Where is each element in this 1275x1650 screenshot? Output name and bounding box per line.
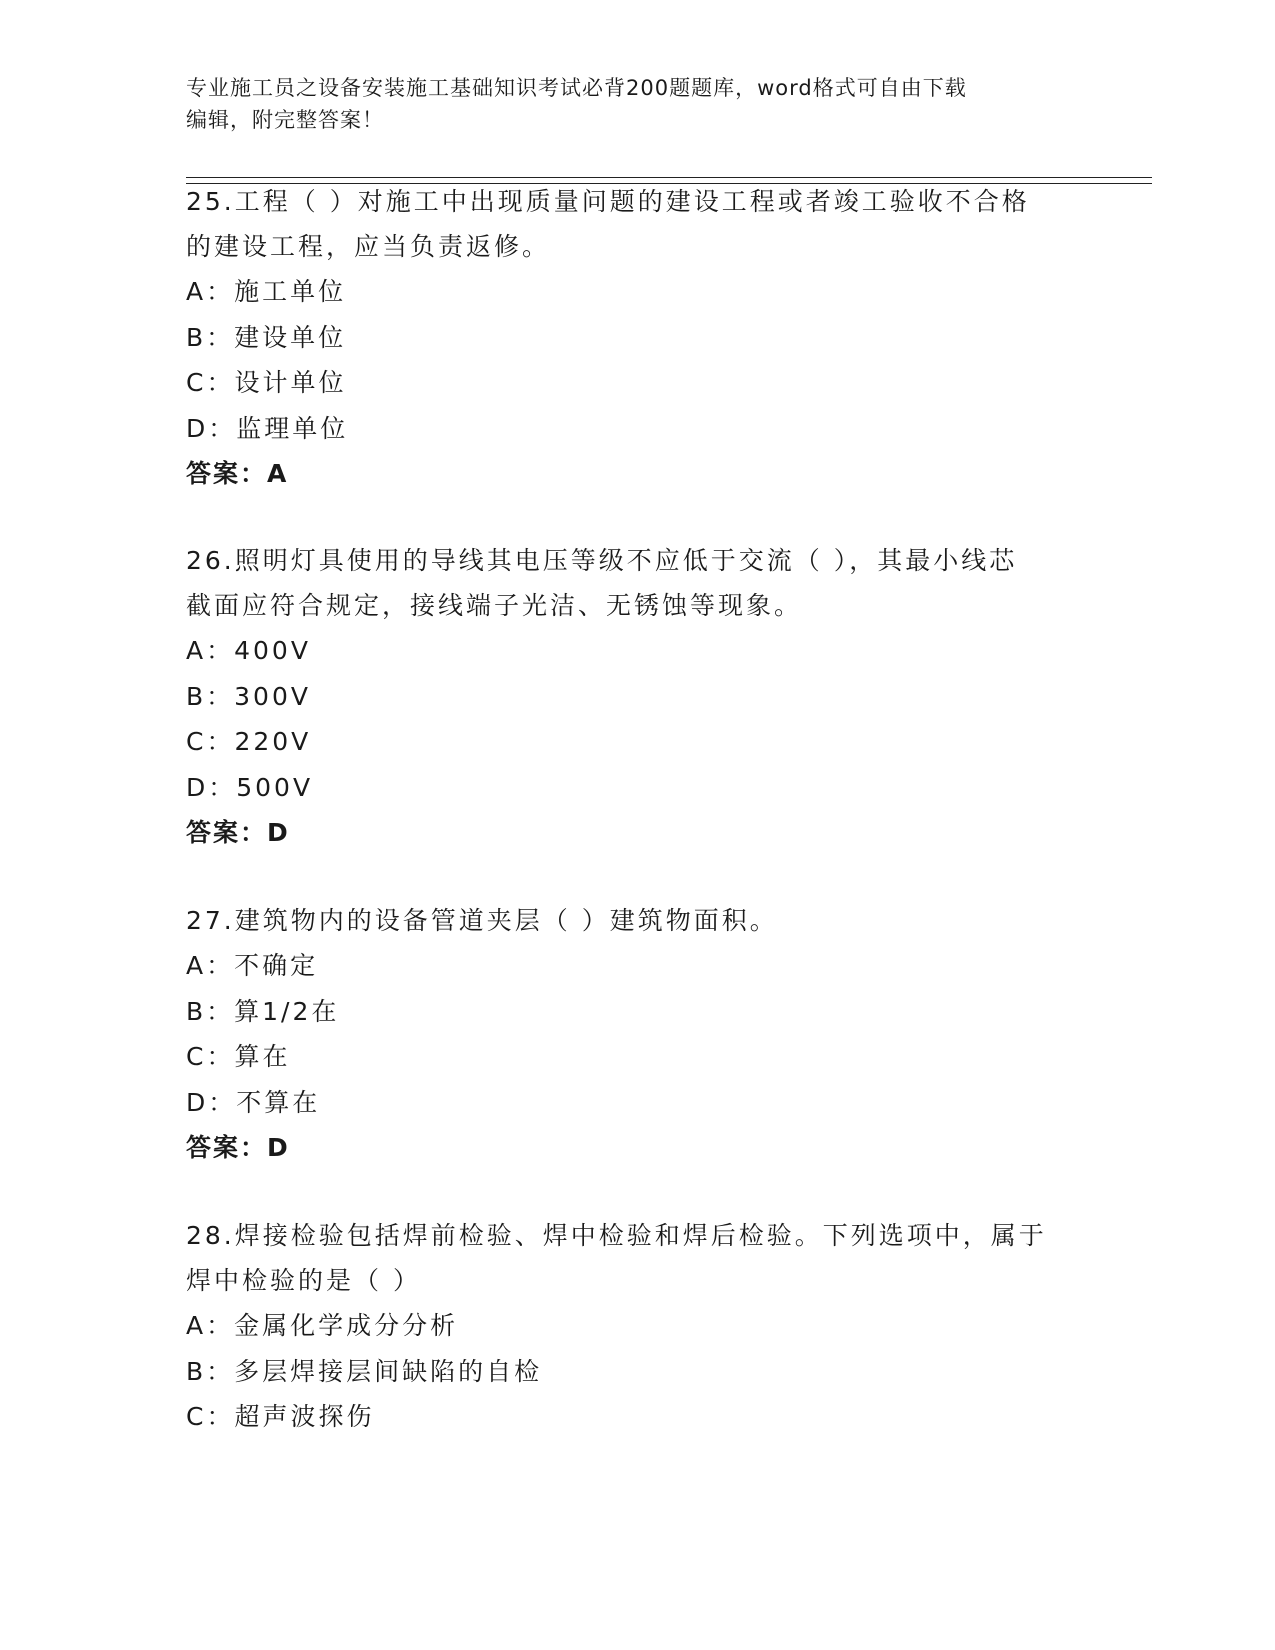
answer: 答案：D bbox=[186, 1133, 290, 1162]
question-28 bbox=[186, 1213, 1086, 1440]
question-27 bbox=[186, 898, 1086, 1170]
option-c: C：超声波探伤 bbox=[186, 1402, 375, 1431]
option-d: D：500V bbox=[186, 772, 314, 802]
option-b: B：算1/2在 bbox=[186, 996, 340, 1026]
option-a: A：400V bbox=[186, 636, 311, 665]
answer: 答案：D bbox=[186, 818, 290, 847]
header-line-1: 专业施工员之设备安装施工基础知识考试必背200题题库，word格式可自由下载 bbox=[186, 76, 967, 100]
question-26 bbox=[186, 538, 1086, 855]
option-a: A：施工单位 bbox=[186, 277, 347, 306]
option-c: C：算在 bbox=[186, 1042, 291, 1071]
document-header bbox=[186, 72, 1066, 136]
question-text-line-2: 的建设工程，应当负责返修。 bbox=[186, 232, 551, 261]
option-c: C：设计单位 bbox=[186, 368, 347, 397]
question-text-line-1: 26.照明灯具使用的导线其电压等级不应低于交流（ ），其最小线芯 bbox=[186, 546, 1018, 575]
option-b: B：300V bbox=[186, 681, 311, 711]
option-a: A：不确定 bbox=[186, 951, 319, 980]
question-text-line-1: 27.建筑物内的设备管道夹层（ ）建筑物面积。 bbox=[186, 906, 778, 935]
question-text-line-2: 焊中检验的是（ ） bbox=[186, 1266, 421, 1295]
question-text-line-1: 28.焊接检验包括焊前检验、焊中检验和焊后检验。下列选项中，属于 bbox=[186, 1221, 1047, 1250]
option-b: B：多层焊接层间缺陷的自检 bbox=[186, 1356, 543, 1386]
option-a: A：金属化学成分分析 bbox=[186, 1311, 459, 1340]
header-line-2: 编辑，附完整答案！ bbox=[186, 108, 384, 132]
option-d: D：监理单位 bbox=[186, 413, 349, 443]
answer: 答案：A bbox=[186, 459, 289, 488]
option-c: C：220V bbox=[186, 727, 312, 756]
option-b: B：建设单位 bbox=[186, 322, 347, 352]
option-d: D：不算在 bbox=[186, 1087, 321, 1117]
question-text-line-2: 截面应符合规定，接线端子光洁、无锈蚀等现象。 bbox=[186, 591, 803, 620]
question-25 bbox=[186, 179, 1086, 496]
question-text-line-1: 25.工程（ ）对施工中出现质量问题的建设工程或者竣工验收不合格 bbox=[186, 187, 1030, 216]
header-divider-top bbox=[186, 177, 1152, 178]
